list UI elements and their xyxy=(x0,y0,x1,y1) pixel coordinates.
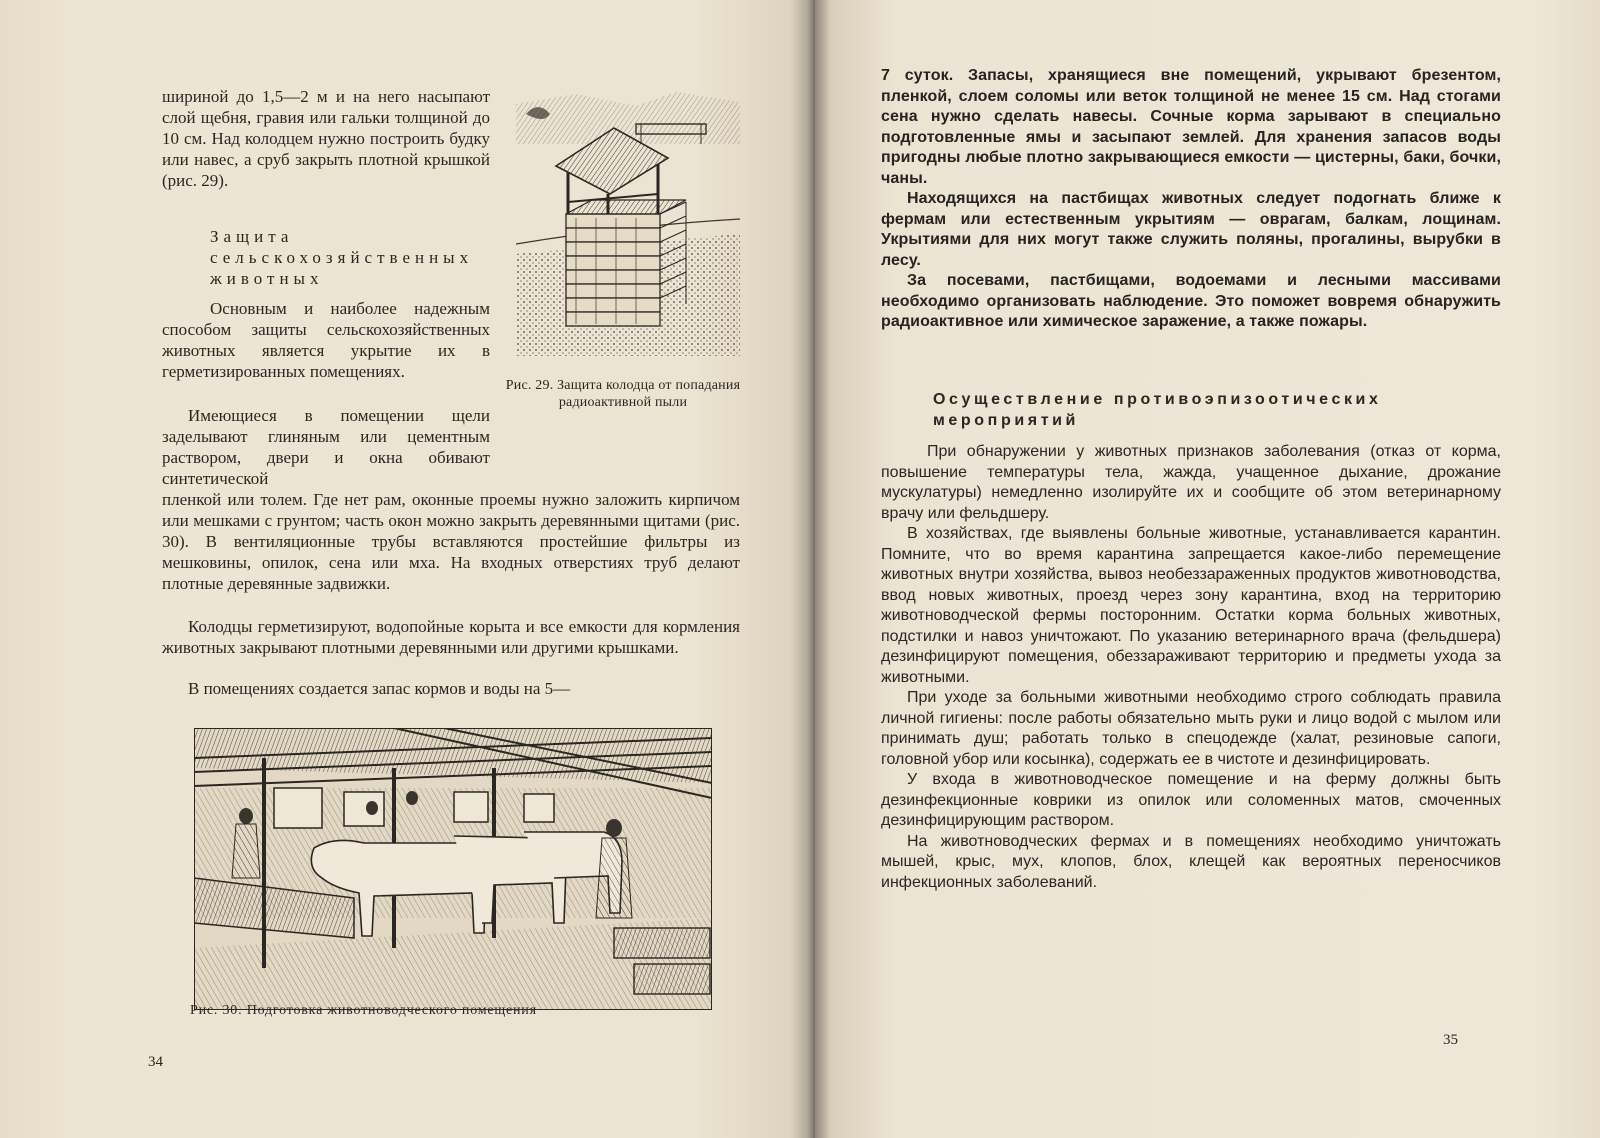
paragraph-pastures: Находящихся на пастбищах животных следует подогнать ближе к фермам или естественным укрытиям — оврагам, балкам, лощинам. Укрытиями для них могут также служить поляны, прогалины, вырубки в лесу. xyxy=(881,190,1501,269)
paragraph-observation: За посевами, пастбищами, водоемами и лесными массивами необходимо организовать наблюдение. Это поможет вовремя обнаружить радиоактивное или химическое заражение, а также пожары. xyxy=(881,272,1501,330)
page-number-left: 34 xyxy=(148,1054,163,1070)
page-number-right: 35 xyxy=(1443,1032,1458,1048)
paragraph-cracks-continued: пленкой или толем. Где нет рам, оконные проемы нужно заложить кирпичом или мешками с грунтом; часть окон можно закрыть деревянными щитами (рис. 30). В вентиляционные трубы вставляются простейшие фильтры из мешковины, опилок, сена или мха. На входных отверстиях труб делают плотные деревянные задвижки. xyxy=(162,490,740,593)
paragraph-symptoms: При обнаружении у животных признаков заболевания (отказ от корма, повышение температуры тела, жажда, учащенное дыхание, дрожание мускулатуры) немедленно изолируйте их и сообщите об этом ветеринарному врачу или фельдшеру. xyxy=(881,443,1501,522)
figure-29-caption: Рис. 29. Защита колодца от попадания радиоактивной пыли xyxy=(505,378,741,410)
section-heading-right: Осуществление противоэпизоотических мероприятий xyxy=(933,391,1382,429)
section-heading-left: Защита сельскохозяйственных животных xyxy=(210,227,474,288)
right-text-block-1 xyxy=(881,66,1501,333)
figure-30-caption: Рис. 30. Подготовка животноводческого помещения xyxy=(190,1003,537,1018)
right-page xyxy=(815,0,1600,1138)
paragraph-disinfection-mats: У входа в животноводческое помещение и на ферму должны быть дезинфекционные коврики из опилок или соломенных матов, смоченных дезинфицирующим раствором. xyxy=(881,771,1501,829)
paragraph-wells: Колодцы герметизируют, водопойные корыта и все емкости для кормления животных закрывают плотными деревянными или другими крышками. xyxy=(162,617,740,657)
paragraph-cracks-start: Имеющиеся в помещении щели заделывают глиняным или цементным раствором, двери и окна обивают синтетической xyxy=(162,406,490,488)
paragraph-quarantine: В хозяйствах, где выявлены больные животные, устанавливается карантин. Помните, что во время карантина запрещается какое-либо перемещение животных внутри хозяйства, вывоз необеззараженных продуктов животноводства, ввод новых животных, проезд через зону карантина, вход на территорию животноводческой фермы посторонним. Остатки корма больных животных, подстилки и навоз уничтожают. По указанию ветеринарного врача (фельдшера) дезинфицируют помещения, обеззараживают территорию и предметы ухода за животными. xyxy=(881,525,1501,686)
paragraph-storage: 7 суток. Запасы, хранящиеся вне помещений, укрывают брезентом, пленкой, слоем соломы или веток толщиной не менее 15 см. Над стогами сена нужно сделать навесы. Сочные корма зарывают в специально подготовленные ямы и засыпают землей. Для хранения запасов воды пригодны любые плотно закрывающиеся емкости — цистерны, баки, бочки, чаны. xyxy=(881,67,1501,187)
paragraph-main-method: Основным и наиболее надежным способом защиты сельскохозяйственных животных является укрытие их в герметизированных помещениях. xyxy=(162,299,490,381)
paragraph-hygiene: При уходе за больными животными необходимо строго соблюдать правила личной гигиены: после работы обязательно мыть руки и лицо водой с мылом или принимать душ; работать только в спецодежде (халат, резиновые сапоги, головной убор или косынка), содержать ее в чистоте и дезинфицировать. xyxy=(881,689,1501,768)
paragraph-pests: На животноводческих фермах и в помещениях необходимо уничтожать мышей, крыс, мух, клопов, блох, клещей как вероятных переносчиков инфекционных заболеваний. xyxy=(881,832,1501,891)
well-illustration xyxy=(516,84,740,356)
barn-cows-illustration xyxy=(194,728,712,1010)
paragraph-intro: шириной до 1,5—2 м и на него насыпают слой щебня, гравия или гальки толщиной до 10 см. Над колодцем нужно построить будку или навес, а сруб закрыть плотной крышкой (рис. 29). xyxy=(162,87,490,190)
paragraph-stock: В помещениях создается запас кормов и воды на 5— xyxy=(188,679,571,698)
right-text-block-2 xyxy=(881,442,1501,893)
